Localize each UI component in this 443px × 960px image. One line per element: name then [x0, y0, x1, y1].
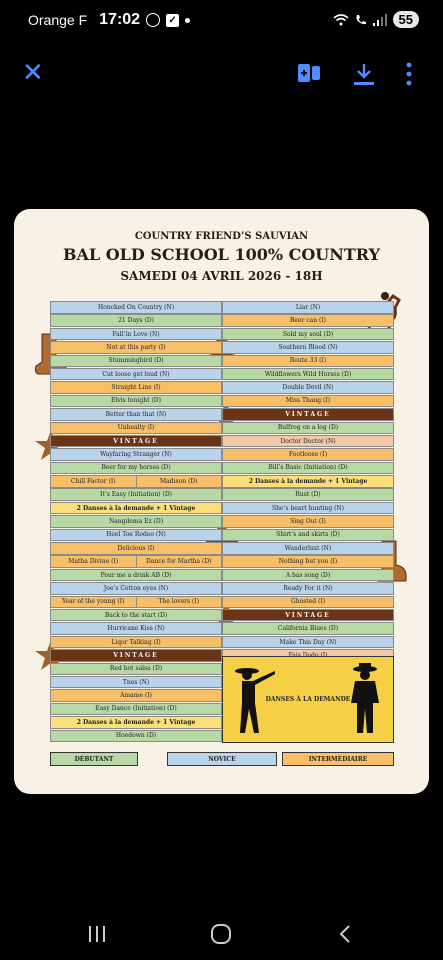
vintage-header	[222, 408, 394, 421]
dance-name: Hurricane Kiss (N)	[107, 625, 165, 633]
dance-name: Elvis tonight (D)	[111, 397, 161, 405]
vintage-header	[50, 435, 222, 448]
dance-row	[222, 341, 394, 354]
dance-row	[50, 408, 222, 421]
dance-name: Joe’s Cotton eyes (N)	[103, 584, 169, 592]
dance-name: Southern Blood (N)	[278, 343, 338, 351]
dance-row	[222, 301, 394, 314]
dance-name: Make This Day (N)	[279, 638, 337, 646]
notification-dot-icon	[185, 18, 190, 23]
dance-name: Easy Dance (Initiation) (D)	[95, 705, 177, 713]
dance-name: Bulfrog on a log (D)	[277, 424, 339, 432]
request-slot-row	[50, 502, 222, 515]
dance-row	[50, 462, 222, 475]
dance-row	[50, 730, 222, 743]
dance-name: Better than that (N)	[105, 410, 167, 418]
dance-row	[222, 596, 394, 609]
dance-name: VINTAGE	[113, 651, 159, 659]
dances-on-demand-label: DANSES À LA DEMANDE	[265, 696, 351, 703]
checkbox-notification-icon: ✓	[166, 14, 179, 27]
dance-name: Ghosted (I)	[290, 598, 326, 606]
dance-name: She’s heart hunting (N)	[271, 504, 345, 512]
poster-image	[14, 209, 429, 794]
dance-name: Amame (I)	[120, 692, 152, 700]
dance-name: Pour me a drink AB (D)	[100, 571, 172, 579]
dance-row	[50, 609, 222, 622]
clock: 17:02	[99, 11, 141, 28]
dance-name: Bill’s Basic (Initiation) (D)	[268, 464, 348, 472]
dance-row	[50, 328, 222, 341]
dance-name: Red hot salsa (D)	[109, 665, 163, 673]
dance-row	[50, 314, 222, 327]
dance-row	[50, 475, 222, 488]
dance-row	[50, 529, 222, 542]
dance-row	[222, 395, 394, 408]
dance-name: Liqor Talking (I)	[111, 638, 161, 646]
dance-row	[222, 622, 394, 635]
dance-name: Chill Factor (I)	[70, 477, 116, 485]
dance-row	[222, 542, 394, 555]
dance-row	[222, 529, 394, 542]
dance-row	[50, 301, 222, 314]
dance-row	[222, 488, 394, 501]
android-nav-bar	[0, 910, 443, 960]
dance-name: Delicious (I)	[117, 544, 155, 552]
dance-name: VINTAGE	[113, 437, 159, 445]
dance-name: Wanderlust (N)	[284, 544, 332, 552]
dance-row	[222, 448, 394, 461]
dance-name: Miss Thang (I)	[285, 397, 331, 405]
dance-row	[222, 314, 394, 327]
dance-name: Footloose (I)	[288, 451, 328, 459]
dance-name: Liar (N)	[295, 303, 321, 311]
dance-name: Beer for my horses (D)	[101, 464, 171, 472]
request-slot-row	[50, 716, 222, 729]
dance-row	[222, 422, 394, 435]
sheet-flip-icon[interactable]	[297, 62, 321, 84]
dance-name: Year of the young (I)	[62, 598, 125, 606]
status-bar	[0, 0, 443, 42]
dance-name: Hoedown (D)	[115, 732, 157, 740]
dance-name: Nothing but you (I)	[278, 558, 338, 566]
dance-row	[222, 502, 394, 515]
dance-name: Ready For it (N)	[283, 584, 333, 592]
dance-name: Shirt’s and skirts (D)	[276, 531, 340, 539]
dance-name: Sold my soul (D)	[282, 330, 334, 338]
dance-name: Route 33 (I)	[289, 357, 327, 365]
dance-name: Beer can (I)	[289, 317, 327, 325]
dance-name: California Blues (D)	[277, 625, 339, 633]
dance-name: 2 Danses à la demande + 1 Vintage	[248, 477, 368, 485]
dance-name: Wildflowers Wild Horses (D)	[264, 370, 352, 378]
close-button[interactable]: ✕	[22, 57, 44, 87]
dance-name: Madison (D)	[136, 476, 222, 487]
vintage-header	[50, 649, 222, 662]
dance-name: VINTAGE	[285, 410, 331, 418]
dance-row	[222, 636, 394, 649]
dance-name: 2 Danses à la demande + 1 Vintage	[76, 504, 196, 512]
dance-row	[50, 355, 222, 368]
dance-row	[50, 341, 222, 354]
dance-name: It’s Easy (Initiation) (D)	[100, 491, 172, 499]
dance-name: Not at this party (I)	[106, 343, 166, 351]
dances-on-demand-box	[222, 656, 394, 743]
left-column	[50, 301, 222, 742]
poster-title: BAL OLD SCHOOL 100% COUNTRY	[62, 245, 381, 264]
dance-row	[50, 582, 222, 595]
dance-row	[50, 663, 222, 676]
dance-name: Wayfaring Stranger (N)	[100, 451, 172, 459]
poster-date: SAMEDI 04 AVRIL 2026 - 18H	[120, 269, 323, 283]
dance-row	[222, 515, 394, 528]
dance-row	[50, 368, 222, 381]
call-icon	[355, 14, 367, 26]
viewer-toolbar	[0, 50, 443, 96]
dance-row	[50, 395, 222, 408]
dance-row	[50, 542, 222, 555]
dance-name: Back to the start (D)	[104, 611, 168, 619]
dance-row	[222, 368, 394, 381]
dance-name: VINTAGE	[285, 611, 331, 619]
dance-row	[222, 582, 394, 595]
dance-row	[222, 381, 394, 394]
dance-name: The lovers (I)	[136, 597, 222, 608]
dance-name: Sing Out (I)	[290, 518, 326, 525]
dance-name: Matha Divine (I)	[68, 558, 119, 566]
dance-name: Double Devil (N)	[282, 384, 334, 392]
dance-name: 21 Days (D)	[118, 317, 154, 325]
dance-name: Tnes (N)	[122, 678, 150, 686]
status-left	[28, 11, 190, 29]
dance-row	[50, 422, 222, 435]
dance-row	[50, 448, 222, 461]
carrier-label: Orange F	[28, 12, 88, 28]
dance-row	[50, 381, 222, 394]
dance-name: Cut loose get loud (N)	[102, 370, 170, 378]
dance-row	[222, 355, 394, 368]
dance-name: Nangiloma Ez (D)	[108, 518, 164, 525]
dance-name: Honcked On Country (N)	[97, 303, 175, 311]
dance-row	[50, 703, 222, 716]
request-slot-row	[222, 475, 394, 488]
dance-name: Rust (D)	[295, 491, 321, 499]
dance-row	[50, 636, 222, 649]
cowgirl-silhouette-icon	[229, 663, 279, 735]
vintage-header	[222, 609, 394, 622]
dance-name: Straight Line (I)	[111, 384, 161, 392]
dance-row	[222, 555, 394, 568]
dance-row	[50, 596, 222, 609]
dance-name: A bas song (D)	[285, 571, 331, 579]
home-icon[interactable]	[210, 924, 232, 944]
legend-intermediaire: INTERMÉDIAIRE	[282, 752, 394, 766]
dance-row	[50, 555, 222, 568]
dance-row	[50, 622, 222, 635]
more-options-icon[interactable]	[405, 62, 413, 86]
dance-row	[50, 569, 222, 582]
recent-apps-icon[interactable]	[87, 924, 107, 944]
status-right	[333, 11, 419, 28]
battery-badge: 55	[393, 11, 419, 28]
cowboy-silhouette-icon	[345, 661, 385, 735]
signal-icon	[373, 14, 387, 26]
dance-program-grid	[50, 301, 394, 742]
dance-name: Unhealty (I)	[117, 424, 155, 432]
dance-row	[50, 515, 222, 528]
dance-name: Doctor Doctor (N)	[280, 437, 336, 445]
legend-novice: NOVICE	[167, 752, 277, 766]
dance-row	[50, 676, 222, 689]
dance-row	[50, 689, 222, 702]
dance-row	[222, 435, 394, 448]
dance-row	[222, 569, 394, 582]
whatsapp-icon	[146, 13, 160, 27]
dance-name: Heel Toe Rodeo (N)	[106, 531, 166, 539]
dance-name: 2 Danses à la demande + 1 Vintage	[76, 718, 196, 726]
dance-name: Fall’in Love (N)	[112, 330, 160, 338]
legend-debutant: DÉBUTANT	[50, 752, 138, 766]
dance-row	[222, 328, 394, 341]
dance-name: Dance for Martha (D)	[136, 556, 222, 567]
dance-name: Stummingbird (D)	[108, 357, 164, 365]
back-icon[interactable]	[338, 924, 352, 944]
dance-row	[222, 462, 394, 475]
poster-organizer: COUNTRY FRIEND’S SAUVIAN	[134, 231, 309, 242]
dance-row	[50, 488, 222, 501]
wifi-icon	[333, 14, 349, 26]
download-icon[interactable]	[353, 62, 375, 86]
